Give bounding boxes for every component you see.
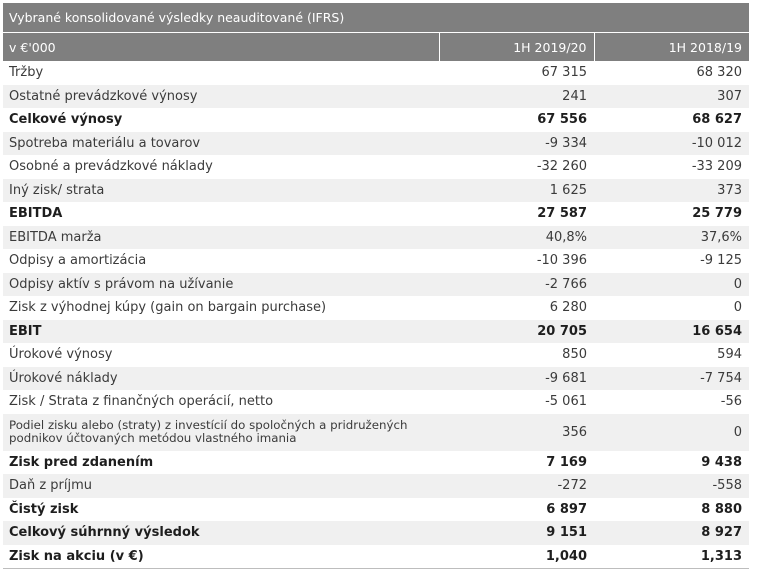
- row-value-current: -272: [439, 474, 594, 498]
- row-value-current: 6 897: [546, 501, 587, 517]
- row-value-previous: 37,6%: [594, 226, 749, 250]
- row-value-current: -9 681: [439, 367, 594, 391]
- table-row: [3, 296, 749, 320]
- table-row: [3, 226, 749, 250]
- row-label: Úrokové náklady: [3, 367, 439, 391]
- row-value-previous: -56: [720, 394, 742, 410]
- row-label: Úrokové výnosy: [9, 347, 113, 363]
- table-row: [3, 202, 749, 226]
- row-value-previous: 0: [594, 414, 749, 451]
- table-row: [3, 273, 749, 297]
- row-label: Zisk / Strata z finančných operácií, netto: [9, 394, 274, 410]
- row-value-previous: -9 125: [700, 253, 742, 269]
- table-row: [3, 155, 749, 179]
- row-value-current: 1 625: [439, 179, 594, 203]
- row-value-previous: 8 880: [701, 501, 742, 517]
- row-value-current: 850: [562, 347, 587, 363]
- row-value-previous: -33 209: [691, 159, 742, 175]
- table-row: [3, 85, 749, 109]
- row-label: Zisk z výhodnej kúpy (gain on bargain purchase): [9, 300, 327, 316]
- row-label: EBIT: [3, 320, 439, 344]
- row-label: Čistý zisk: [9, 501, 79, 517]
- results-table-container: [3, 3, 749, 569]
- row-value-current: 1,040: [439, 545, 594, 569]
- row-label: Zisk pred zdanením: [9, 454, 154, 470]
- table-row: [3, 343, 749, 367]
- row-label: Zisk na akciu (v €): [3, 545, 439, 569]
- table-row: [3, 249, 749, 273]
- table-title: Vybrané konsolidované výsledky neauditované (IFRS): [3, 3, 749, 32]
- row-label: EBITDA: [9, 206, 63, 222]
- row-value-previous: 307: [594, 85, 749, 109]
- results-table: [3, 32, 749, 569]
- row-label: Spotreba materiálu a tovarov: [3, 132, 439, 156]
- table-row: [3, 390, 749, 414]
- row-value-previous: 0: [733, 300, 742, 316]
- table-row: [3, 320, 749, 344]
- row-value-current: 241: [439, 85, 594, 109]
- row-value-previous: -10 012: [594, 132, 749, 156]
- row-value-previous: 68 627: [692, 112, 742, 128]
- row-label: Osobné a prevádzkové náklady: [9, 159, 213, 175]
- row-value-current: 40,8%: [439, 226, 594, 250]
- row-label: EBITDA marža: [3, 226, 439, 250]
- row-label: Podiel zisku alebo (straty) z investícií do spoločných a pridružených podnikov účtovaných metódou vlastného imania: [3, 414, 439, 451]
- row-value-current: 20 705: [439, 320, 594, 344]
- row-value-current: 67 315: [541, 65, 587, 81]
- row-value-previous: 9 438: [701, 454, 742, 470]
- row-value-current: -2 766: [439, 273, 594, 297]
- row-label: Celkové výnosy: [9, 112, 123, 128]
- row-label: Odpisy a amortizácia: [9, 253, 147, 269]
- table-row: [3, 367, 749, 391]
- row-value-current: 9 151: [439, 521, 594, 545]
- row-label: Iný zisk/ strata: [3, 179, 439, 203]
- row-label: Tržby: [9, 65, 44, 81]
- table-row: [3, 132, 749, 156]
- row-value-current: -10 396: [536, 253, 587, 269]
- header-period-current: 1H 2019/20: [439, 33, 594, 62]
- header-row: [3, 33, 749, 62]
- table-row: [3, 179, 749, 203]
- row-value-previous: 373: [594, 179, 749, 203]
- row-value-current: -32 260: [536, 159, 587, 175]
- row-value-previous: 8 927: [594, 521, 749, 545]
- table-row: [3, 545, 749, 569]
- table-row: [3, 498, 749, 522]
- row-value-previous: -7 754: [594, 367, 749, 391]
- row-value-current: 67 556: [537, 112, 587, 128]
- row-value-current: 6 280: [549, 300, 587, 316]
- row-value-previous: 1,313: [594, 545, 749, 569]
- table-row: [3, 451, 749, 475]
- table-row: [3, 108, 749, 132]
- row-label: Daň z príjmu: [3, 474, 439, 498]
- row-value-current: 7 169: [546, 454, 587, 470]
- row-value-previous: 16 654: [594, 320, 749, 344]
- table-row: [3, 414, 749, 451]
- row-value-previous: 25 779: [692, 206, 742, 222]
- row-label: Odpisy aktív s právom na užívanie: [3, 273, 439, 297]
- row-value-previous: 68 320: [696, 65, 742, 81]
- row-value-current: -5 061: [545, 394, 587, 410]
- row-label: Ostatné prevádzkové výnosy: [3, 85, 439, 109]
- row-label: Celkový súhrnný výsledok: [3, 521, 439, 545]
- table-row: [3, 521, 749, 545]
- row-value-previous: -558: [594, 474, 749, 498]
- header-period-previous: 1H 2018/19: [594, 33, 749, 62]
- table-row: [3, 474, 749, 498]
- row-value-previous: 594: [717, 347, 742, 363]
- header-unit-label: v €'000: [3, 33, 439, 62]
- row-value-current: 356: [439, 414, 594, 451]
- table-row: [3, 61, 749, 85]
- row-value-current: -9 334: [439, 132, 594, 156]
- row-value-previous: 0: [594, 273, 749, 297]
- row-value-current: 27 587: [537, 206, 587, 222]
